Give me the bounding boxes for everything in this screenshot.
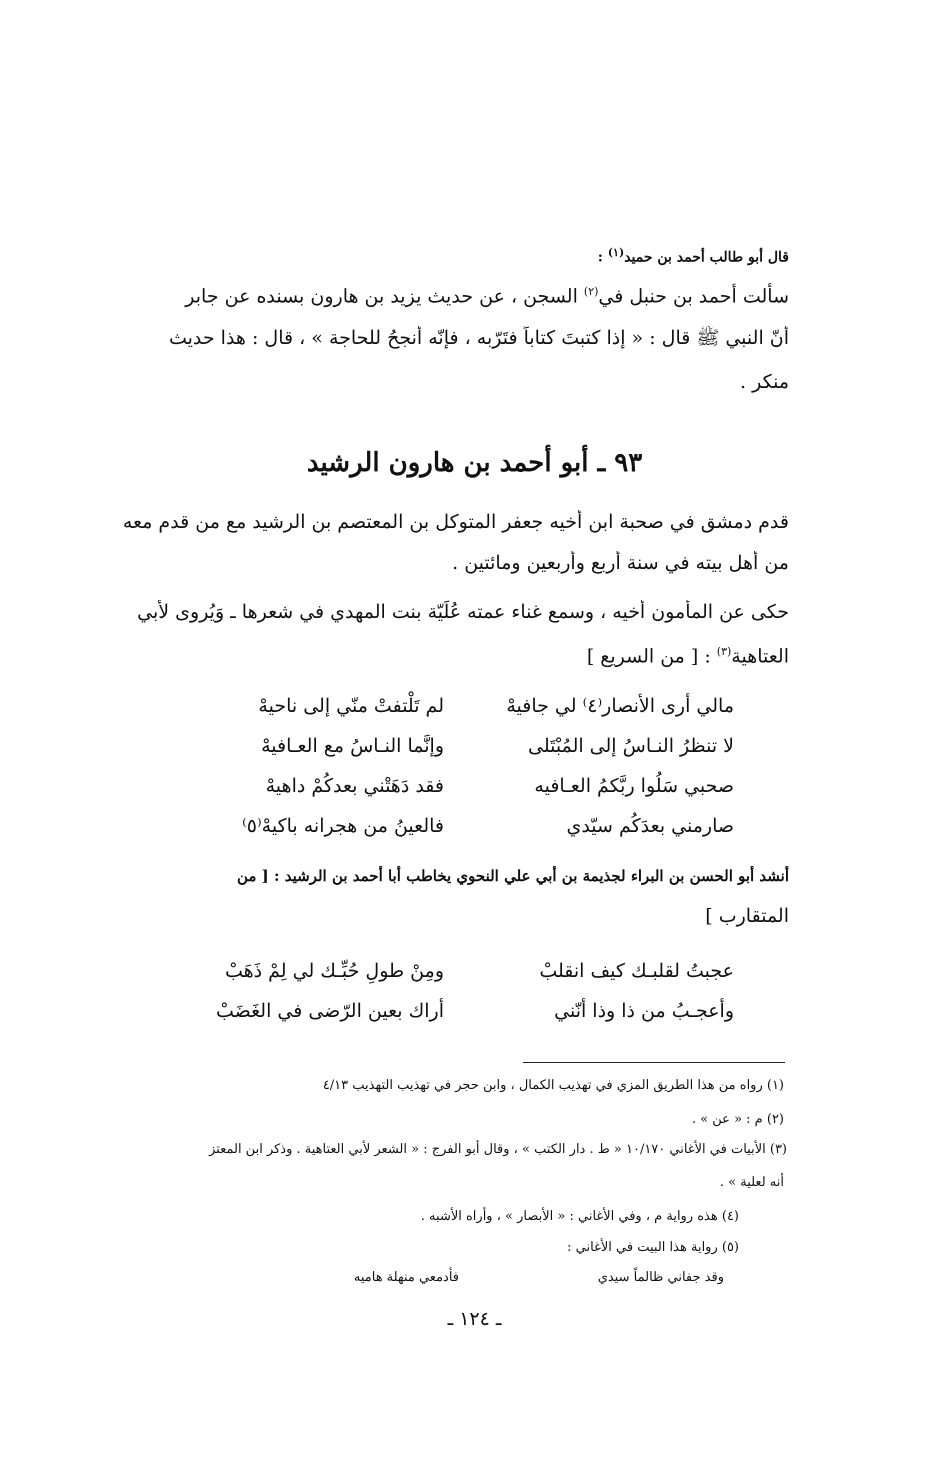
poem-1-verse xyxy=(109,730,789,762)
second-hemistich: ومِنْ طولِ حُبِّـك لي لِمْ ذَهَبْ xyxy=(224,960,444,982)
paragraph-2-line-2: من أهل بيته في سنة أربع وأربعين ومائتين . xyxy=(452,552,789,574)
footnote-ref: (١) xyxy=(607,246,625,259)
recital-line-2: المتقارب ] xyxy=(705,905,789,927)
page-number: ـ ١٢٤ ـ xyxy=(447,1308,502,1330)
paragraph-2-line-1: قدم دمشق في صحبة ابن أخيه جعفر المتوكل بن المعتصم بن الرشيد مع من قدم معه xyxy=(122,511,789,533)
section-heading: ٩٣ ـ أبو أحمد بن هارون الرشيد xyxy=(306,448,643,478)
footnote-divider xyxy=(523,1062,785,1063)
paragraph-text: سألت أحمد بن حنبل في xyxy=(598,285,789,308)
second-hemistich: فقد دَهَتْني بعدكُمْ داهيهْ xyxy=(265,775,444,797)
footnote-5-verse-first: وقد جفاني ظالماً سيدي xyxy=(597,1270,724,1285)
paragraph-1-line-1 xyxy=(109,280,789,308)
footnote-5-verse-second: فأدمعي منهلة هاميه xyxy=(353,1270,459,1285)
paragraph-1-line-2: أنّ النبي ﷺ قال : « إذا كتبتَ كتاباً فتَرّبه ، فإنّه أنجحُ للحاجة » ، قال : هذا حديث xyxy=(168,327,789,349)
second-hemistich: فالعينُ من هجرانه باكيهْ⁽٥⁾ xyxy=(242,815,444,837)
poem-1-verse xyxy=(109,770,789,802)
footnote-ref: (٣) xyxy=(716,645,732,658)
second-hemistich: لم تَلْتفتْ منّي إلى ناحيهْ xyxy=(258,695,444,717)
footnote-3-line-2: أنه لعلية » . xyxy=(719,1175,784,1190)
first-hemistich: صارمني بعدَكُم سيّدي xyxy=(566,815,734,837)
paragraph-text: السجن ، عن حديث يزيد بن هارون بسنده عن جابر xyxy=(185,285,584,308)
paragraph-text: العتاهية xyxy=(731,645,789,668)
first-hemistich: صحبي سَلُوا ربَّكمُ العـافيه xyxy=(534,775,734,797)
second-hemistich: أراك بعين الرّضى في الغَضَبْ xyxy=(215,1000,444,1022)
footnote-4: (٤) هذه رواية م ، وفي الأغاني : « الأبصار » ، وأراه الأشبه . xyxy=(420,1209,739,1224)
footnote-1: (١) رواه من هذا الطريق المزي في تهذيب الكمال ، وابن حجر في تهذيب التهذيب ٤/١٣ xyxy=(322,1078,784,1093)
attribution-text: قال أبو طالب أحمد بن حميد xyxy=(624,249,789,266)
footnote-ref: (٢) xyxy=(583,285,599,298)
poem-1-verse xyxy=(109,810,789,842)
meter-label: : [ من السريع ] xyxy=(586,645,717,668)
paragraph-1-line-3: منكر . xyxy=(740,371,789,393)
first-hemistich: عجبتُ لقلبـك كيف انقلبْ xyxy=(539,960,734,982)
footnote-2: (٢) م : « عن » . xyxy=(691,1112,784,1127)
attribution-colon: : xyxy=(597,249,608,266)
paragraph-3-line-1: حكى عن المأمون أخيه ، وسمع غناء عمته عُلَيّة بنت المهدي في شعرها ـ وَيُروى لأبي xyxy=(137,601,789,623)
first-hemistich: مالي أرى الأنصار⁽٤⁾ لي جافيهْ xyxy=(506,695,734,717)
paragraph-3-line-2 xyxy=(109,640,789,668)
poem-1-verse xyxy=(109,690,789,722)
second-hemistich: وإنَّما النـاسُ مع العـافيهْ xyxy=(261,735,444,757)
footnote-5: (٥) رواية هذا البيت في الأغاني : xyxy=(567,1240,739,1255)
first-hemistich: لا تنظرُ النـاسُ إلى المُبْتَلى xyxy=(528,735,734,757)
poem-2-verse xyxy=(109,995,789,1027)
footnote-3-line-1: (٣) الأبيات في الأغاني ١٠/١٧٠ « ط . دار الكتب » ، وقال أبو الفرج : « الشعر لأبي العتاهية . وذكر ابن المعتز xyxy=(209,1142,787,1157)
poem-2-verse xyxy=(109,955,789,987)
first-hemistich: وأعجـبُ من ذا وذا أنّني xyxy=(554,1000,734,1022)
recital-line-1: أنشد أبو الحسن بن البراء لجذيمة بن أبي علي النحوي يخاطب أبا أحمد بن الرشيد : [ من xyxy=(236,867,789,885)
attribution-line xyxy=(109,243,789,268)
